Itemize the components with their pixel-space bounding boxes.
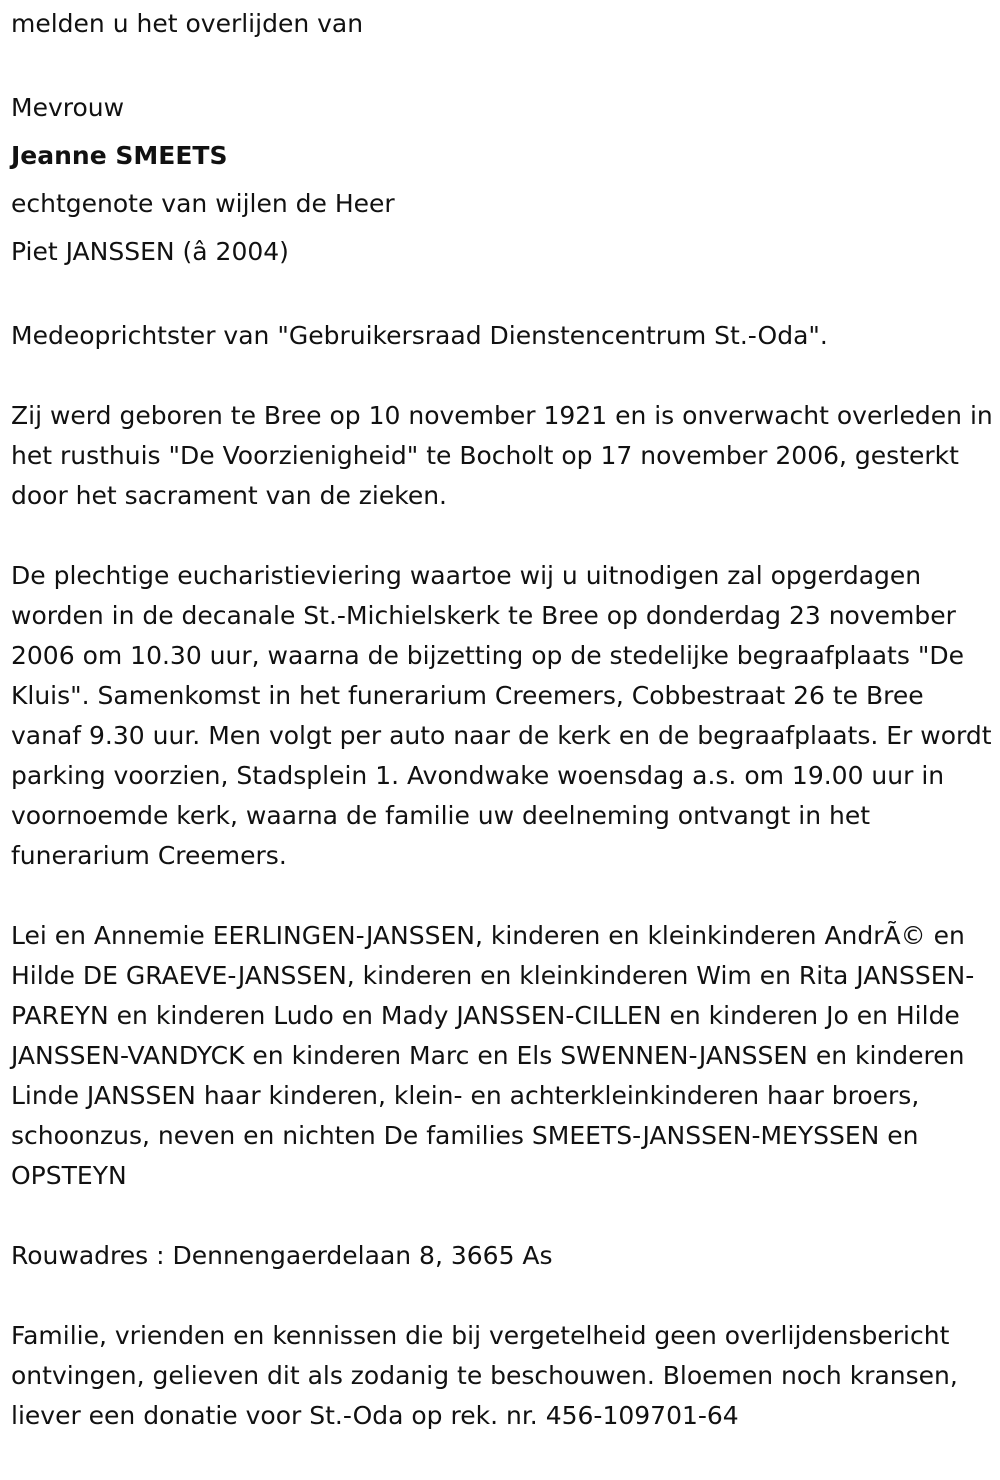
- intro-line: melden u het overlijden van: [11, 9, 364, 38]
- mourning-address: Rouwadres : Dennengaerdelaan 8, 3665 As: [11, 1241, 553, 1270]
- spouse-line-1: echtgenote van wijlen de Heer: [11, 189, 395, 218]
- salutation: Mevrouw: [11, 93, 125, 122]
- obituary-text: [11, 4, 993, 1436]
- spacer: [11, 276, 993, 316]
- birth-death-paragraph: Zij werd geboren te Bree op 10 november 1921 en is onverwacht overleden in het rusthuis "De Voorzienigheid" te Bocholt op 17 november 2006, gesterkt door het sacrament van de zieken.: [11, 401, 993, 510]
- spacer: [11, 1276, 993, 1316]
- ceremony-paragraph: De plechtige eucharistieviering waartoe wij u uitnodigen zal opgerdagen worden in de decanale St.-Michielskerk te Bree op donderdag 23 november 2006 om 10.30 uur, waarna de bijzetting op de stedelijke begraafplaats "De Kluis". Samenkomst in het funerarium Creemers, Cobbestraat 26 te Bree vanaf 9.30 uur. Men volgt per auto naar de kerk en de begraafplaats. Er wordt parking voorzien, Stadsplein 1. Avondwake woensdag a.s. om 19.00 uur in voornoemde kerk, waarna de familie uw deelneming ontvangt in het funerarium Creemers.: [11, 561, 992, 870]
- cofounder-line: Medeoprichtster van "Gebruikersraad Dienstencentrum St.-Oda".: [11, 321, 828, 350]
- spacer: [11, 356, 993, 396]
- spacer: [11, 1196, 993, 1236]
- closing-paragraph: Familie, vrienden en kennissen die bij vergetelheid geen overlijdensbericht ontvingen, gelieven dit als zodanig te beschouwen. Bloemen noch kransen, liever een donatie voor St.-Oda op rek. nr. 456-109701-64: [11, 1321, 958, 1430]
- family-paragraph: Lei en Annemie EERLINGEN-JANSSEN, kinderen en kleinkinderen AndrÃ© en Hilde DE GRAEVE-JANSSEN, kinderen en kleinkinderen Wim en Rita JANSSEN-PAREYN en kinderen Ludo en Mady JANSSEN-CILLEN en kinderen Jo en Hilde JANSSEN-VANDYCK en kinderen Marc en Els SWENNEN-JANSSEN en kinderen Linde JANSSEN haar kinderen, klein- en achterkleinkinderen haar broers, schoonzus, neven en nichten De families SMEETS-JANSSEN-MEYSSEN en OPSTEYN: [11, 921, 975, 1190]
- spacer: [11, 44, 993, 84]
- deceased-name: Jeanne SMEETS: [11, 141, 228, 170]
- spacer: [11, 516, 993, 556]
- spouse-line-2: Piet JANSSEN (â 2004): [11, 237, 289, 266]
- spacer: [11, 876, 993, 916]
